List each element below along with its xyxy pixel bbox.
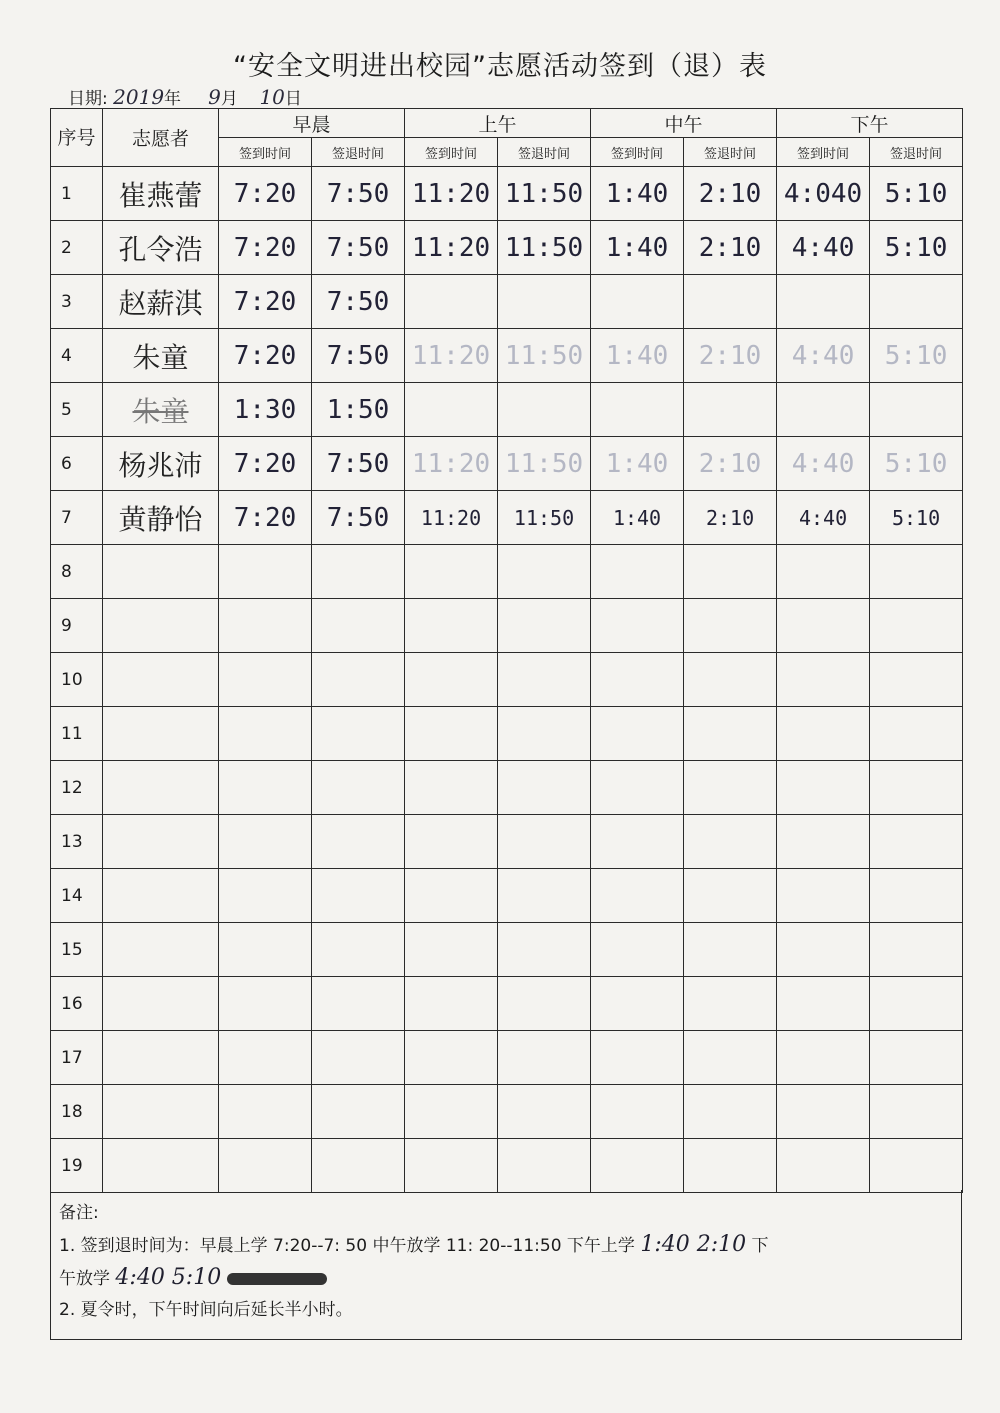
row-number: 15 xyxy=(51,923,103,977)
sign-in-time-cell xyxy=(777,599,870,653)
sign-out-time-cell xyxy=(684,1139,777,1193)
sign-in-time-cell xyxy=(591,275,684,329)
row-number: 13 xyxy=(51,815,103,869)
sign-in-time-cell xyxy=(777,707,870,761)
row-number: 14 xyxy=(51,869,103,923)
sign-out-time-cell xyxy=(498,275,591,329)
sign-out-time-cell: 5:10 xyxy=(870,167,963,221)
date-line xyxy=(68,84,302,109)
sign-in-time-cell xyxy=(591,923,684,977)
sign-out-time-cell xyxy=(498,977,591,1031)
sign-out-time-cell: 2:10 xyxy=(684,167,777,221)
date-year-unit: 年 xyxy=(164,89,182,109)
table-row xyxy=(51,1031,963,1085)
sign-out-time-cell: 2:10 xyxy=(684,437,777,491)
row-number: 12 xyxy=(51,761,103,815)
notes-line-1-end: 下 xyxy=(751,1236,769,1256)
sign-out-time-cell xyxy=(684,923,777,977)
sign-in-time-cell xyxy=(777,923,870,977)
sign-in-time-cell: 7:20 xyxy=(219,491,312,545)
sign-in-time-cell: 7:20 xyxy=(219,437,312,491)
volunteer-name xyxy=(103,977,219,1031)
notes-heading: 备注: xyxy=(59,1203,99,1223)
sign-out-time-cell: 5:10 xyxy=(870,221,963,275)
attendance-table xyxy=(50,108,963,1193)
row-number: 19 xyxy=(51,1139,103,1193)
sign-in-time-cell xyxy=(405,653,498,707)
row-number: 6 xyxy=(51,437,103,491)
volunteer-name xyxy=(103,545,219,599)
table-row xyxy=(51,1139,963,1193)
row-number: 3 xyxy=(51,275,103,329)
sign-in-time-cell xyxy=(591,1139,684,1193)
row-number: 8 xyxy=(51,545,103,599)
header-sign-in-time: 签到时间 xyxy=(219,138,312,167)
page-title: “安全文明进出校园”志愿活动签到（退）表 xyxy=(233,51,767,82)
sign-out-time-cell xyxy=(870,1031,963,1085)
sign-in-time-cell xyxy=(777,1031,870,1085)
sign-out-time-cell xyxy=(498,869,591,923)
table-row xyxy=(51,275,963,329)
sign-out-time-cell xyxy=(312,545,405,599)
sign-out-time-cell: 11:50 xyxy=(498,437,591,491)
sign-in-time-cell xyxy=(591,869,684,923)
header-sign-out-time: 签退时间 xyxy=(684,138,777,167)
volunteer-name: 朱童 xyxy=(103,383,219,437)
sign-in-time-cell xyxy=(777,1139,870,1193)
date-year: 2019 xyxy=(113,85,165,109)
sign-in-time-cell xyxy=(219,815,312,869)
sign-out-time-cell xyxy=(870,383,963,437)
sign-out-time-cell xyxy=(870,707,963,761)
sign-out-time-cell: 2:10 xyxy=(684,221,777,275)
sign-out-time-cell xyxy=(870,761,963,815)
sign-in-time-cell: 1:40 xyxy=(591,437,684,491)
date-month: 9 xyxy=(208,85,221,109)
sign-in-time-cell xyxy=(405,869,498,923)
sign-in-time-cell xyxy=(219,977,312,1031)
table-row xyxy=(51,815,963,869)
sign-in-time-cell xyxy=(405,1139,498,1193)
sign-out-time-cell xyxy=(312,653,405,707)
sign-out-time-cell xyxy=(312,761,405,815)
sign-out-time-cell: 11:50 xyxy=(498,221,591,275)
volunteer-name xyxy=(103,1085,219,1139)
sign-in-time-cell xyxy=(777,869,870,923)
sign-out-time-cell xyxy=(312,1139,405,1193)
sign-in-time-cell xyxy=(219,545,312,599)
header-index: 序号 xyxy=(51,109,103,167)
header-sign-out-time: 签退时间 xyxy=(498,138,591,167)
sign-out-time-cell xyxy=(870,545,963,599)
sign-out-time-cell: 7:50 xyxy=(312,167,405,221)
sign-in-time-cell: 11:20 xyxy=(405,437,498,491)
header-sign-out-time: 签退时间 xyxy=(870,138,963,167)
sign-out-time-cell xyxy=(684,815,777,869)
sign-in-time-cell xyxy=(219,599,312,653)
date-month-unit: 月 xyxy=(220,89,238,109)
sign-in-time-cell: 1:40 xyxy=(591,221,684,275)
sign-out-time-cell xyxy=(498,545,591,599)
sign-in-time-cell xyxy=(219,707,312,761)
sign-in-time-cell xyxy=(777,545,870,599)
sign-out-time-cell xyxy=(870,1085,963,1139)
sign-out-time-cell xyxy=(684,275,777,329)
sign-in-time-cell xyxy=(219,923,312,977)
scribble-mark xyxy=(227,1273,327,1285)
table-row xyxy=(51,869,963,923)
sign-in-time-cell xyxy=(219,1085,312,1139)
sign-in-time-cell xyxy=(219,1139,312,1193)
volunteer-name: 孔令浩 xyxy=(103,221,219,275)
sign-out-time-cell: 7:50 xyxy=(312,329,405,383)
row-number: 4 xyxy=(51,329,103,383)
sign-in-time-cell xyxy=(219,761,312,815)
sign-out-time-cell xyxy=(684,653,777,707)
table-row xyxy=(51,599,963,653)
sign-out-time-cell xyxy=(684,869,777,923)
sign-in-time-cell xyxy=(405,1031,498,1085)
sign-in-time-cell xyxy=(405,545,498,599)
sign-out-time-cell xyxy=(312,707,405,761)
volunteer-name xyxy=(103,653,219,707)
sign-out-time-cell xyxy=(870,653,963,707)
sign-in-time-cell: 1:30 xyxy=(219,383,312,437)
sign-out-time-cell: 7:50 xyxy=(312,437,405,491)
sign-out-time-cell xyxy=(684,977,777,1031)
sign-in-time-cell xyxy=(219,869,312,923)
table-row xyxy=(51,383,963,437)
sign-in-time-cell xyxy=(591,977,684,1031)
sign-in-time-cell: 7:20 xyxy=(219,329,312,383)
table-row xyxy=(51,653,963,707)
sign-in-time-cell xyxy=(591,653,684,707)
sign-in-time-cell xyxy=(405,761,498,815)
sign-in-time-cell xyxy=(219,653,312,707)
table-body xyxy=(51,167,963,1193)
sign-out-time-cell xyxy=(312,1031,405,1085)
table-row xyxy=(51,761,963,815)
sign-in-time-cell: 11:20 xyxy=(405,221,498,275)
table-row xyxy=(51,491,963,545)
sign-in-time-cell: 4:40 xyxy=(777,437,870,491)
sign-out-time-cell xyxy=(870,815,963,869)
sign-in-time-cell: 7:20 xyxy=(219,167,312,221)
sign-in-time-cell: 1:40 xyxy=(591,329,684,383)
notes-line-1-text: 1. 签到退时间为：早晨上学 7:20--7: 50 中午放学 11: 20--11:50 下午上学 xyxy=(59,1236,635,1256)
sign-in-time-cell xyxy=(405,383,498,437)
sign-in-time-cell xyxy=(591,1085,684,1139)
sign-out-time-cell: 2:10 xyxy=(684,329,777,383)
sign-out-time-cell xyxy=(498,761,591,815)
sign-out-time-cell xyxy=(684,383,777,437)
sign-in-time-cell xyxy=(405,815,498,869)
sign-out-time-cell xyxy=(498,815,591,869)
sign-in-time-cell xyxy=(591,815,684,869)
sign-in-time-cell xyxy=(591,761,684,815)
sign-out-time-cell xyxy=(312,923,405,977)
header-period-afternoon: 下午 xyxy=(777,109,963,138)
sign-out-time-cell xyxy=(312,815,405,869)
row-number: 1 xyxy=(51,167,103,221)
table-row xyxy=(51,221,963,275)
volunteer-name xyxy=(103,1139,219,1193)
row-number: 10 xyxy=(51,653,103,707)
sign-in-time-cell: 11:20 xyxy=(405,167,498,221)
row-number: 17 xyxy=(51,1031,103,1085)
sign-out-time-cell xyxy=(312,1085,405,1139)
sign-in-time-cell xyxy=(777,761,870,815)
table-row xyxy=(51,167,963,221)
volunteer-name xyxy=(103,923,219,977)
header-period-morning: 早晨 xyxy=(219,109,405,138)
sign-in-time-cell xyxy=(405,1085,498,1139)
sign-in-time-cell xyxy=(591,1031,684,1085)
sign-out-time-cell: 7:50 xyxy=(312,275,405,329)
sign-in-time-cell: 1:40 xyxy=(591,167,684,221)
sign-out-time-cell xyxy=(684,761,777,815)
volunteer-name: 杨兆沛 xyxy=(103,437,219,491)
sign-in-time-cell xyxy=(591,383,684,437)
volunteer-name xyxy=(103,815,219,869)
sign-out-time-cell xyxy=(684,707,777,761)
header-volunteer: 志愿者 xyxy=(103,109,219,167)
table-row xyxy=(51,923,963,977)
header-sign-in-time: 签到时间 xyxy=(777,138,870,167)
sign-out-time-cell xyxy=(312,869,405,923)
date-label: 日期: xyxy=(68,89,108,109)
sign-in-time-cell xyxy=(405,923,498,977)
notes-line-1-handwritten: 1:40 2:10 xyxy=(640,1232,747,1257)
sign-in-time-cell xyxy=(777,653,870,707)
header-sign-in-time: 签到时间 xyxy=(591,138,684,167)
header-sign-out-time: 签退时间 xyxy=(312,138,405,167)
sign-out-time-cell xyxy=(684,599,777,653)
sign-in-time-cell: 4:40 xyxy=(777,221,870,275)
sign-out-time-cell xyxy=(498,1085,591,1139)
volunteer-name xyxy=(103,869,219,923)
sign-out-time-cell xyxy=(684,545,777,599)
sign-out-time-cell: 7:50 xyxy=(312,491,405,545)
sign-out-time-cell xyxy=(312,977,405,1031)
sign-in-time-cell xyxy=(777,275,870,329)
table-row xyxy=(51,977,963,1031)
row-number: 7 xyxy=(51,491,103,545)
sign-out-time-cell: 7:50 xyxy=(312,221,405,275)
notes-line-1b-text: 午放学 xyxy=(59,1269,110,1289)
sign-out-time-cell xyxy=(684,1085,777,1139)
sign-out-time-cell: 11:50 xyxy=(498,329,591,383)
volunteer-name xyxy=(103,761,219,815)
sign-in-time-cell xyxy=(777,815,870,869)
volunteer-name: 赵薪淇 xyxy=(103,275,219,329)
sign-out-time-cell xyxy=(312,599,405,653)
notes-line-1b xyxy=(59,1262,953,1295)
sign-out-time-cell xyxy=(498,599,591,653)
row-number: 5 xyxy=(51,383,103,437)
sign-in-time-cell xyxy=(591,707,684,761)
sign-out-time-cell xyxy=(498,707,591,761)
table-row xyxy=(51,1085,963,1139)
header-sign-in-time: 签到时间 xyxy=(405,138,498,167)
sign-in-time-cell: 7:20 xyxy=(219,275,312,329)
table-row xyxy=(51,437,963,491)
sign-out-time-cell xyxy=(870,869,963,923)
sign-out-time-cell xyxy=(498,383,591,437)
sign-in-time-cell: 11:20 xyxy=(405,329,498,383)
sign-out-time-cell xyxy=(684,1031,777,1085)
sign-out-time-cell: 1:50 xyxy=(312,383,405,437)
sign-in-time-cell: 11:20 xyxy=(405,491,498,545)
row-number: 16 xyxy=(51,977,103,1031)
sign-in-time-cell xyxy=(591,599,684,653)
sign-in-time-cell xyxy=(777,1085,870,1139)
sign-in-time-cell xyxy=(777,977,870,1031)
sign-out-time-cell xyxy=(870,599,963,653)
sign-in-time-cell: 1:40 xyxy=(591,491,684,545)
sign-out-time-cell: 11:50 xyxy=(498,167,591,221)
header-period-noon: 中午 xyxy=(591,109,777,138)
notes-line-2: 2. 夏令时，下午时间向后延长半小时。 xyxy=(59,1300,353,1320)
sign-in-time-cell xyxy=(777,383,870,437)
sign-out-time-cell xyxy=(870,923,963,977)
row-number: 18 xyxy=(51,1085,103,1139)
sign-out-time-cell xyxy=(498,923,591,977)
table-row xyxy=(51,545,963,599)
volunteer-name xyxy=(103,1031,219,1085)
volunteer-name: 朱童 xyxy=(103,329,219,383)
sign-in-time-cell: 4:40 xyxy=(777,491,870,545)
sign-in-time-cell xyxy=(591,545,684,599)
sign-out-time-cell: 5:10 xyxy=(870,491,963,545)
sign-out-time-cell: 5:10 xyxy=(870,437,963,491)
notes-line-1 xyxy=(59,1229,953,1262)
sign-in-time-cell: 4:40 xyxy=(777,329,870,383)
row-number: 2 xyxy=(51,221,103,275)
sign-out-time-cell xyxy=(498,1031,591,1085)
sign-out-time-cell xyxy=(870,275,963,329)
sign-in-time-cell xyxy=(405,275,498,329)
row-number: 9 xyxy=(51,599,103,653)
row-number: 11 xyxy=(51,707,103,761)
header-period-forenoon: 上午 xyxy=(405,109,591,138)
volunteer-name: 黄静怡 xyxy=(103,491,219,545)
sign-in-time-cell xyxy=(405,707,498,761)
sign-in-time-cell: 4:040 xyxy=(777,167,870,221)
volunteer-name xyxy=(103,707,219,761)
sign-in-time-cell xyxy=(219,1031,312,1085)
notes-line-1b-handwritten: 4:40 5:10 xyxy=(115,1265,222,1290)
table-row xyxy=(51,707,963,761)
volunteer-name xyxy=(103,599,219,653)
table-row xyxy=(51,329,963,383)
sign-out-time-cell xyxy=(870,977,963,1031)
sign-out-time-cell xyxy=(870,1139,963,1193)
sign-out-time-cell xyxy=(498,1139,591,1193)
sign-out-time-cell xyxy=(498,653,591,707)
date-day: 10 xyxy=(259,85,285,109)
sign-in-time-cell xyxy=(405,977,498,1031)
sign-in-time-cell xyxy=(405,599,498,653)
sign-out-time-cell: 2:10 xyxy=(684,491,777,545)
notes-section xyxy=(50,1190,962,1340)
sign-out-time-cell: 11:50 xyxy=(498,491,591,545)
date-day-unit: 日 xyxy=(284,89,302,109)
sign-in-time-cell: 7:20 xyxy=(219,221,312,275)
sign-out-time-cell: 5:10 xyxy=(870,329,963,383)
volunteer-name: 崔燕蕾 xyxy=(103,167,219,221)
